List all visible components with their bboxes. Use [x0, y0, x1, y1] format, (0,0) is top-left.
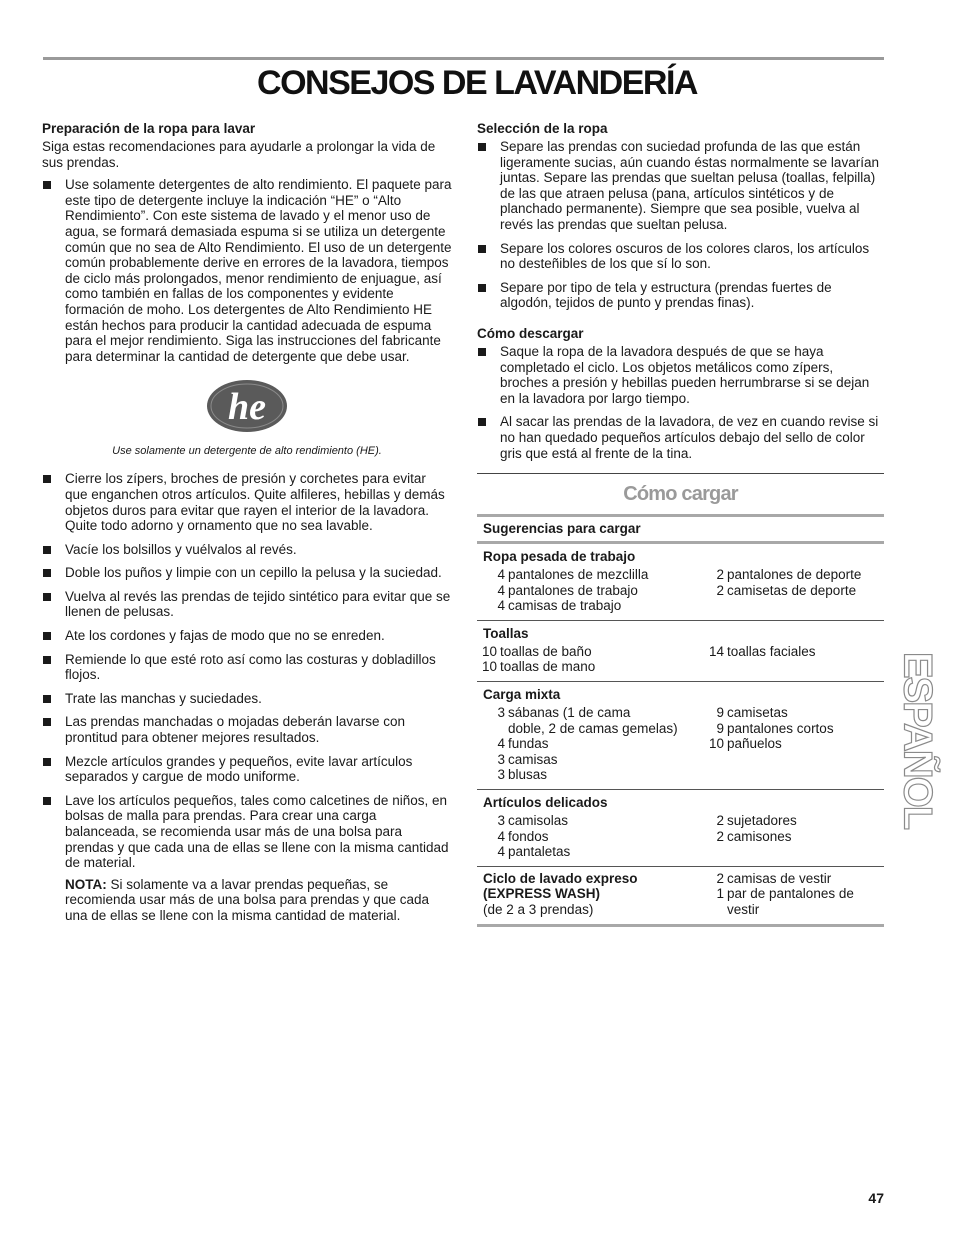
unload-heading: Cómo descargar: [477, 325, 584, 341]
list-item: [42, 714, 452, 745]
side-tab-text: ESPAÑOL: [895, 651, 940, 829]
list-item: [42, 542, 452, 558]
item-qty: 3: [497, 751, 505, 767]
item-desc: pantalones de deporte: [727, 567, 862, 583]
list-item: [42, 652, 452, 683]
load-item: [483, 813, 702, 829]
list-item: [477, 344, 884, 406]
load-group: [477, 789, 884, 866]
item-desc: camisetas de deporte: [727, 582, 857, 598]
item-qty: 3: [497, 767, 505, 783]
load-item: [483, 752, 702, 768]
prep-bullet-list: [42, 177, 452, 364]
group-right-col: [702, 644, 878, 675]
item-desc: pantaletas: [508, 844, 571, 860]
group-name: Toallas: [483, 625, 529, 641]
list-item-text: Las prendas manchadas o mojadas deberán lavarse con prontitud para obtener mejores resultados.: [65, 714, 405, 746]
right-column: [477, 120, 884, 927]
list-item: [42, 565, 452, 581]
item-desc: fondos: [508, 828, 549, 844]
list-item-text: Mezcle artículos grandes y pequeños, evite lavar artículos separados y cargue de modo uniforme.: [65, 753, 413, 785]
list-item-text: Doble los puños y limpie con un cepillo la pelusa y la suciedad.: [65, 565, 442, 581]
unload-bullet-list: [477, 344, 884, 461]
list-item-text: Ate los cordones y fajas de modo que no se enreden.: [65, 628, 385, 644]
square-bullet-icon: [43, 718, 51, 726]
group-right-col: [702, 705, 878, 783]
item-desc: camisones: [727, 828, 792, 844]
section-divider: [477, 473, 884, 474]
list-item-text: Remiende lo que esté roto así como las costuras y dobladillos flojos.: [65, 651, 436, 683]
list-item-text: Separe las prendas con suciedad profunda de las que están ligeramente sucias, aún cuando éstas normalmente se lavarían juntas. Separe las prendas que sueltan pelusa (toallas, felpilla) de las que atraen pelusa (pana, artículos sintéticos y de planchado permanente). Siempre que sea posible, vuelva al revés las prendas que sueltan pelusa.: [500, 139, 879, 232]
item-qty: 9: [716, 705, 724, 721]
side-tab-espanol: [895, 645, 940, 835]
item-desc: camisolas: [508, 813, 569, 829]
load-group: [477, 544, 884, 620]
load-group: [477, 866, 884, 927]
group-subtext: (de 2 a 3 prendas): [483, 902, 594, 917]
square-bullet-icon: [43, 758, 51, 766]
square-bullet-icon: [43, 656, 51, 664]
load-item: [702, 813, 878, 829]
item-desc: pañuelos: [727, 736, 782, 752]
square-bullet-icon: [478, 245, 486, 253]
load-item: [702, 567, 878, 583]
square-bullet-icon: [43, 546, 51, 554]
group-right-col: [702, 871, 878, 918]
load-item: [483, 736, 702, 752]
load-item: [475, 659, 702, 675]
group-left-col: [483, 567, 702, 614]
list-item: [42, 628, 452, 644]
item-qty: 4: [497, 828, 505, 844]
load-item: [483, 829, 702, 845]
load-item: [702, 871, 878, 887]
list-item-text: Trate las manchas y suciedades.: [65, 690, 262, 706]
item-qty: 2: [716, 813, 724, 829]
square-bullet-icon: [43, 695, 51, 703]
item-desc: pantalones de mezclilla: [508, 567, 649, 583]
item-qty: 4: [497, 582, 505, 598]
square-bullet-icon: [478, 418, 486, 426]
square-bullet-icon: [43, 632, 51, 640]
item-qty: 14: [708, 643, 724, 659]
group-left-col: [483, 871, 702, 918]
load-item: [483, 844, 702, 860]
list-item-text: Cierre los zípers, broches de presión y corchetes para evitar que enganchen otros artículos. Quite alfileres, hebillas y demás objetos duros para evitar que rayen el interior de la lavadora. Quite todo adorno y ornamento que no sea lavable.: [65, 471, 445, 534]
load-item: [702, 736, 878, 752]
list-item: [477, 280, 884, 311]
he-logo-block: [42, 376, 452, 441]
load-group: [477, 681, 884, 789]
prep-intro: Siga estas recomendaciones para ayudarle a prolongar la vida de sus prendas.: [42, 139, 436, 170]
left-column: [42, 120, 452, 924]
group-left-col: [475, 644, 702, 675]
item-desc: sábanas (1 de cama doble, 2 de camas gemelas): [508, 705, 678, 736]
item-qty: 10: [481, 643, 497, 659]
item-qty: 2: [716, 828, 724, 844]
item-qty: 4: [497, 598, 505, 614]
list-item: [477, 139, 884, 233]
note-text: Si solamente va a lavar prendas pequeñas, se recomienda usar más de una bolsa para prendas y que cada una de ellas se llene con la misma cantidad de material.: [65, 876, 429, 923]
item-qty: 2: [716, 870, 724, 886]
list-item-text: Separe los colores oscuros de los colores claros, los artículos no desteñibles de los que sí lo son.: [500, 240, 870, 272]
load-item: [475, 644, 702, 660]
item-qty: 4: [497, 736, 505, 752]
item-desc: par de pantalones de vestir: [727, 886, 854, 917]
square-bullet-icon: [478, 348, 486, 356]
group-name: Ciclo de lavado expreso: [483, 870, 638, 886]
load-item: [702, 583, 878, 599]
item-qty: 1: [716, 886, 724, 902]
square-bullet-icon: [43, 569, 51, 577]
list-item-text: Al sacar las prendas de la lavadora, de vez en cuando revise si no han quedado pequeños artículos debajo del sello de color gris que está al frente de la tina.: [500, 414, 879, 461]
item-qty: 3: [497, 705, 505, 721]
he-logo-text: he: [228, 386, 266, 429]
list-item: [42, 471, 452, 533]
note-label: NOTA:: [65, 876, 107, 892]
square-bullet-icon: [478, 143, 486, 151]
item-desc: camisas de vestir: [727, 870, 832, 886]
list-item-text: Saque la ropa de la lavadora después de que se haya completado el ciclo. Los objetos metálicos como zípers, broches a presión y hebillas pueden herrumbrarse si se dejan en la lavadora por largo tiempo.: [500, 343, 870, 406]
list-item-text: Vacíe los bolsillos y vuélvalos al revés.: [65, 541, 297, 557]
load-item: [483, 583, 702, 599]
list-item-text: Use solamente detergentes de alto rendimiento. El paquete para este tipo de detergente incluye la indicación “HE” o “Alto Rendimiento”. Con este sistema de lavado y el menor uso de agua, se formará demasiada espuma si se utiliza un detergente común que no sea de Alto Rendimiento. El uso de un detergente común probablemente derive en errores de la lavadora, tiempos de ciclo más prolongados, menor rendimiento de enjuague, así como también en fallas de los componentes y evidente formación de moho. Los detergentes de Alto Rendimiento HE están hechos para producir la cantidad adecuada de espuma para el mejor rendimiento. Siga las instrucciones del fabricante para determinar la cantidad de detergente que debe usar.: [65, 177, 452, 364]
load-item: [483, 705, 702, 736]
list-item-text: Vuelva al revés las prendas de tejido sintético para evitar que se llenen de pelusas.: [65, 588, 451, 620]
list-item-text: Separe por tipo de tela y estructura (prendas fuertes de algodón, tejidos de punto y prendas finas).: [500, 279, 832, 311]
note-paragraph: [42, 877, 452, 924]
square-bullet-icon: [478, 284, 486, 292]
list-item: [477, 414, 884, 461]
item-desc: pantalones de trabajo: [508, 582, 638, 598]
page-title: CONSEJOS DE LAVANDERÍA: [257, 64, 697, 102]
list-item: [42, 691, 452, 707]
load-table: [477, 541, 884, 927]
group-left-col: [483, 813, 702, 860]
load-item: [483, 567, 702, 583]
item-qty: 10: [708, 736, 724, 752]
load-item: [702, 829, 878, 845]
item-qty: 10: [481, 659, 497, 675]
list-item: [42, 754, 452, 785]
table-heading: Sugerencias para cargar: [483, 521, 641, 537]
group-name-code: (EXPRESS WASH): [483, 886, 601, 902]
list-item: [42, 177, 452, 364]
top-rule: [43, 57, 884, 60]
item-desc: blusas: [508, 767, 548, 783]
care-bullet-list: [42, 471, 452, 870]
item-qty: 4: [497, 567, 505, 583]
item-desc: toallas de mano: [500, 659, 596, 675]
item-desc: toallas faciales: [727, 643, 816, 659]
load-item: [702, 886, 878, 917]
item-desc: camisas de trabajo: [508, 598, 622, 614]
group-right-col: [702, 567, 878, 614]
item-qty: 2: [716, 582, 724, 598]
group-name: Ropa pesada de trabajo: [483, 549, 636, 565]
item-qty: 9: [716, 720, 724, 736]
list-item: [477, 241, 884, 272]
item-desc: toallas de baño: [500, 643, 592, 659]
square-bullet-icon: [43, 593, 51, 601]
square-bullet-icon: [43, 797, 51, 805]
he-logo-icon: [204, 376, 290, 436]
square-bullet-icon: [43, 181, 51, 189]
item-qty: 2: [716, 567, 724, 583]
list-item-text: Lave los artículos pequeños, tales como calcetines de niños, en bolsas de malla para prendas. Para crear una carga balanceada, se recomienda usar más de una bolsa para prendas y que cada una de ellas se llene con la misma cantidad de material.: [65, 792, 449, 871]
square-bullet-icon: [43, 475, 51, 483]
prep-heading: Preparación de la ropa para lavar: [42, 121, 256, 136]
group-right-col: [702, 813, 878, 860]
load-item: [702, 705, 878, 721]
group-left-col: [483, 705, 702, 783]
load-item: [702, 644, 878, 660]
item-desc: camisetas: [727, 705, 788, 721]
list-item: [42, 793, 452, 871]
item-desc: sujetadores: [727, 813, 797, 829]
sel-bullet-list: [477, 139, 884, 311]
list-item: [42, 589, 452, 620]
item-desc: pantalones cortos: [727, 720, 834, 736]
load-section-title: Cómo cargar: [623, 483, 738, 506]
load-item: [702, 721, 878, 737]
logo-caption: Use solamente un detergente de alto rendimiento (HE).: [112, 445, 382, 458]
group-name: Artículos delicados: [483, 795, 608, 811]
sel-heading: Selección de la ropa: [477, 121, 608, 136]
item-qty: 4: [497, 844, 505, 860]
load-item: [483, 598, 702, 614]
item-qty: 3: [497, 813, 505, 829]
page-number: 47: [868, 1190, 884, 1206]
load-group: [477, 620, 884, 681]
load-item: [483, 767, 702, 783]
item-desc: fundas: [508, 736, 549, 752]
group-name: Carga mixta: [483, 687, 561, 703]
item-desc: camisas: [508, 751, 558, 767]
